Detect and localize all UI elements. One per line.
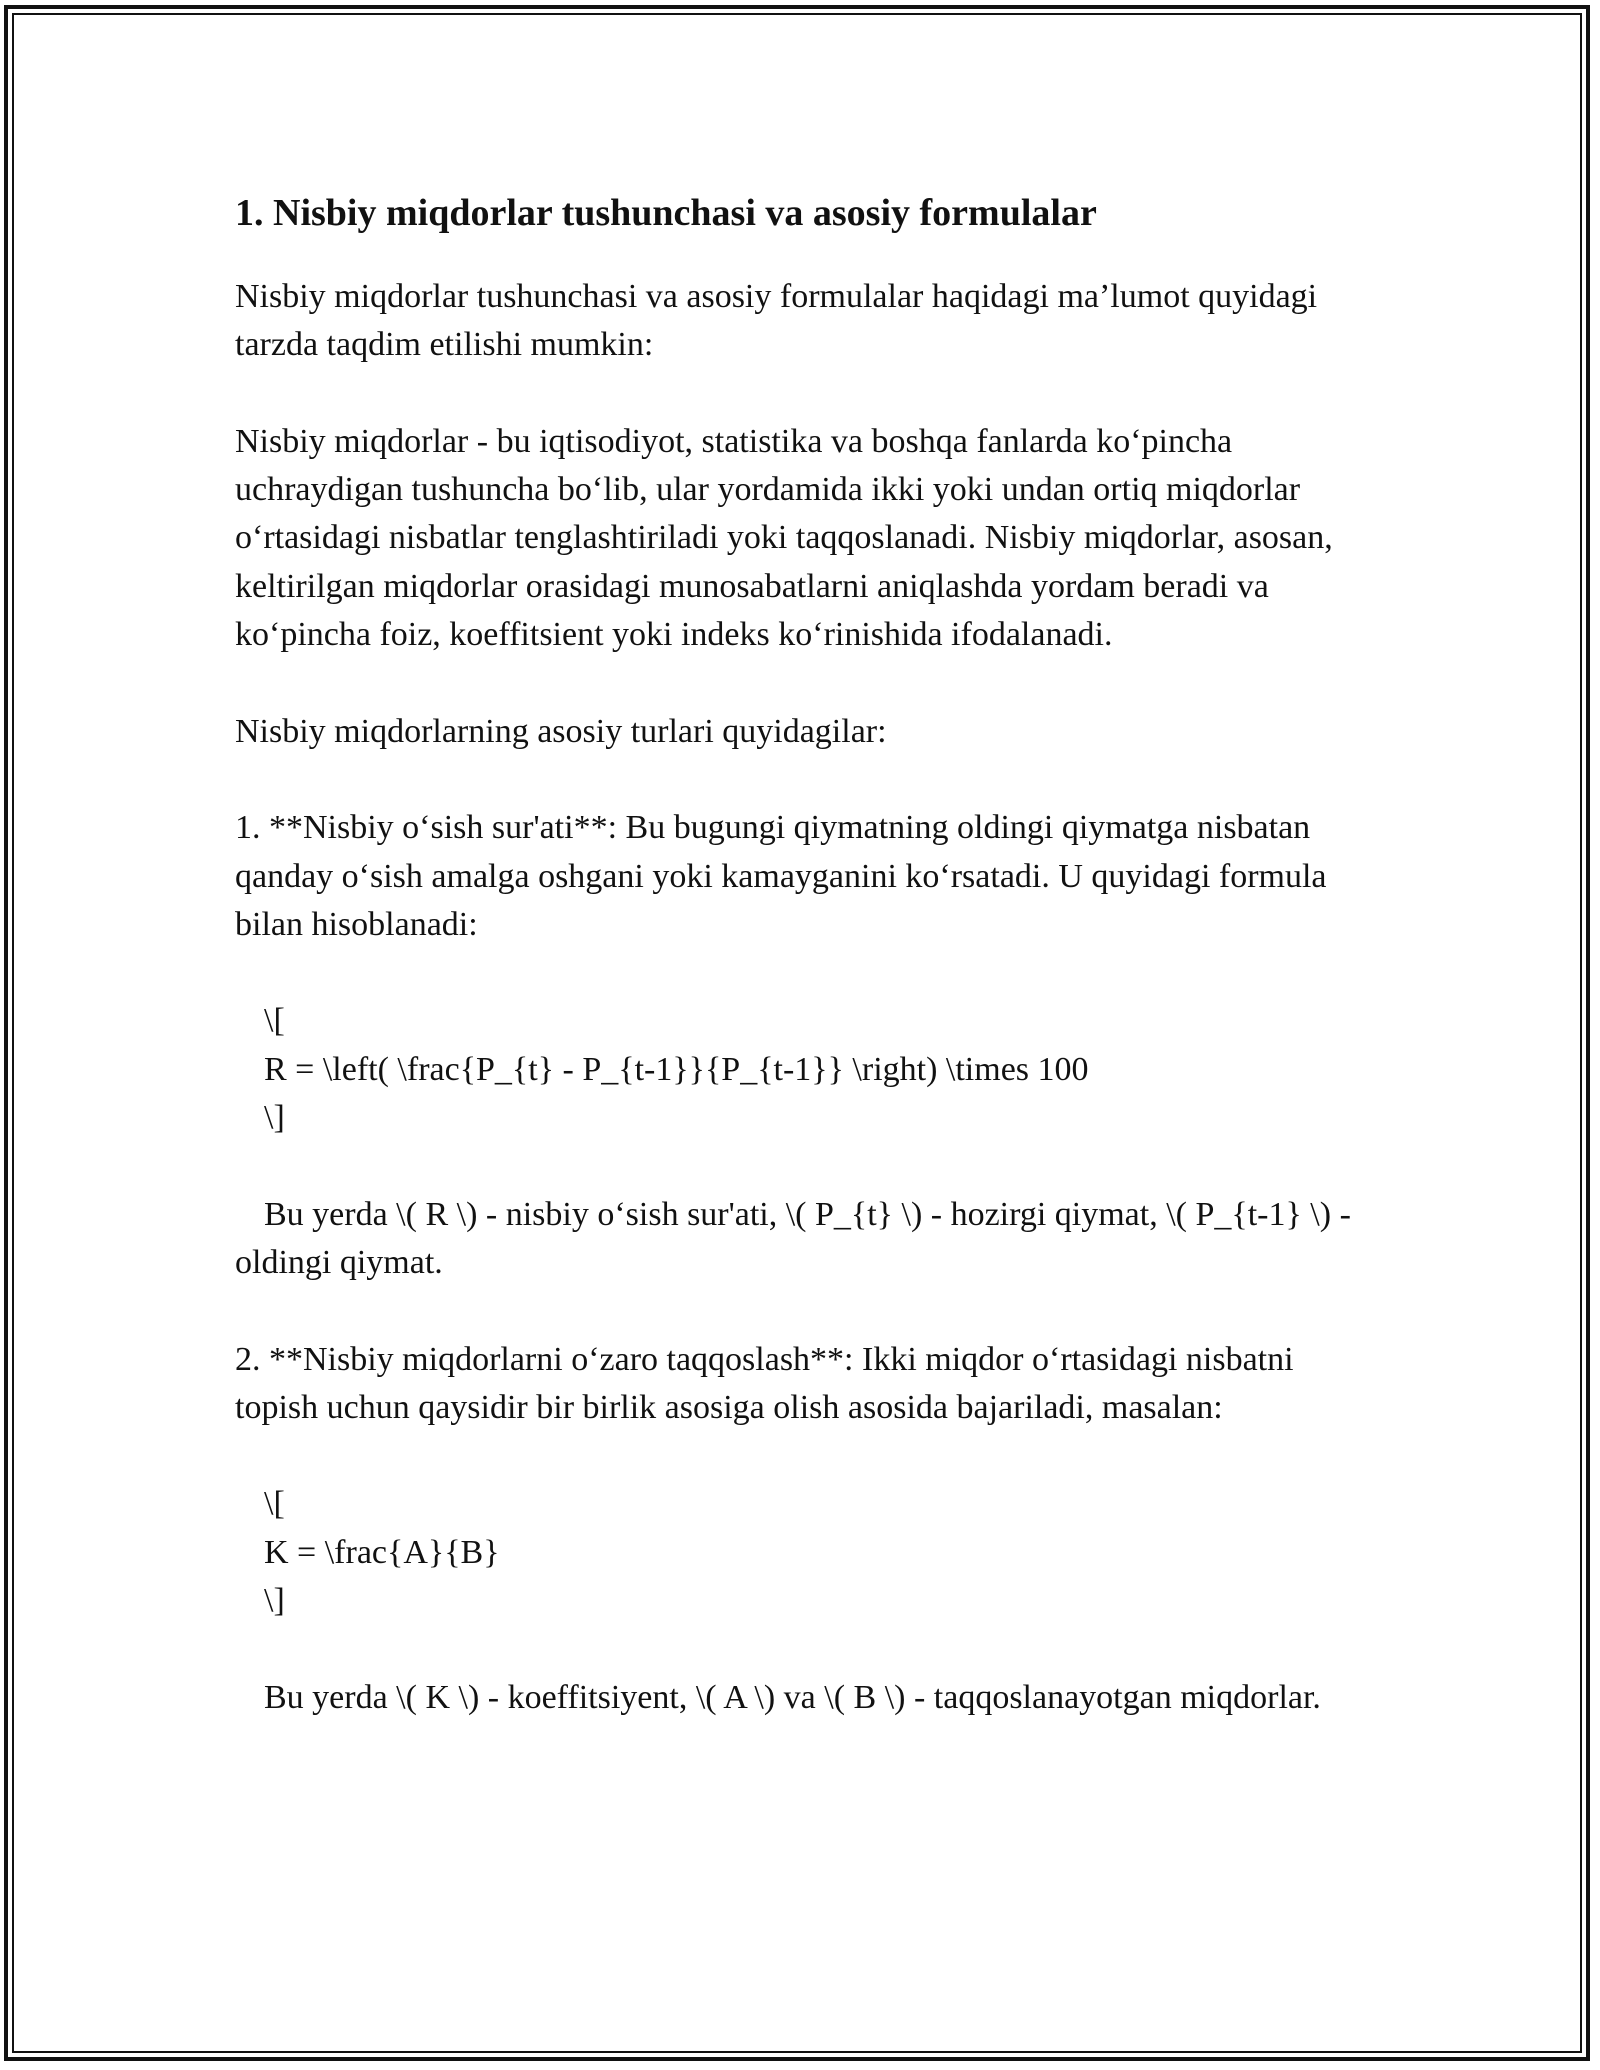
document-body xyxy=(235,187,1385,1722)
paragraph-gap xyxy=(235,659,1385,707)
intro-paragraph: Nisbiy miqdorlar tushunchasi va asosiy formulalar haqidagi ma’lumot quyidagi tarzda taqdim etilishi mumkin: xyxy=(235,278,1318,364)
formula-2-open: \[ xyxy=(264,1485,285,1523)
section-heading: 1. Nisbiy miqdorlar tushunchasi va asosiy formulalar xyxy=(235,192,1097,234)
list-item-2-text: 2. **Nisbiy miqdorlarni o‘zaro taqqoslash**: Ikki miqdor o‘rtasidagi nisbatni topish uchun qaysidir bir birlik asosiga olish asosida bajariladi, masalan: xyxy=(235,1340,1294,1426)
formula-1: R = \left( \frac{P_{t} - P_{t-1}}{P_{t-1}} \right) \times 100 xyxy=(264,1050,1089,1088)
paragraph-gap xyxy=(235,1142,1385,1190)
list-item-1-text: 1. **Nisbiy o‘sish sur'ati**: Bu bugungi qiymatning oldingi qiymatga nisbatan qanday o‘sish amalga oshgani yoki kamayganini ko‘rsatadi. U quyidagi formula bilan hisoblanadi: xyxy=(235,809,1327,943)
paragraph-gap xyxy=(235,1625,1385,1673)
types-intro-paragraph: Nisbiy miqdorlarning asosiy turlari quyidagilar: xyxy=(235,712,887,750)
formula-2-close: \] xyxy=(264,1582,285,1620)
formula-2-explanation: Bu yerda \( K \) - koeffitsiyent, \( A \) va \( B \) - taqqoslanayotgan miqdorlar. xyxy=(264,1678,1321,1716)
definition-paragraph: Nisbiy miqdorlar - bu iqtisodiyot, statistika va boshqa fanlarda ko‘pincha uchraydigan tushuncha bo‘lib, ular yordamida ikki yoki undan ortiq miqdorlar o‘rtasidagi nisbatlar tenglashtiriladi yoki taqqoslanadi. Nisbiy miqdorlar, asosan, keltirilgan miqdorlar orasidagi munosabatlarni aniqlashda yordam beradi va ko‘pincha foiz, koeffitsient yoki indeks ko‘rinishida ifodalanadi. xyxy=(235,422,1333,654)
paragraph-gap xyxy=(235,756,1385,804)
formula-1-close: \] xyxy=(264,1099,285,1137)
formula-1-explanation: Bu yerda \( R \) - nisbiy o‘sish sur'ati, \( P_{t} \) - hozirgi qiymat, \( P_{t-1} \) - oldingi qiymat. xyxy=(235,1195,1351,1281)
paragraph-gap xyxy=(235,1287,1385,1335)
formula-1-open: \[ xyxy=(264,1002,285,1040)
paragraph-gap xyxy=(235,370,1385,418)
paragraph-gap xyxy=(235,1432,1385,1480)
paragraph-gap xyxy=(235,949,1385,997)
formula-2: K = \frac{A}{B} xyxy=(264,1533,500,1571)
